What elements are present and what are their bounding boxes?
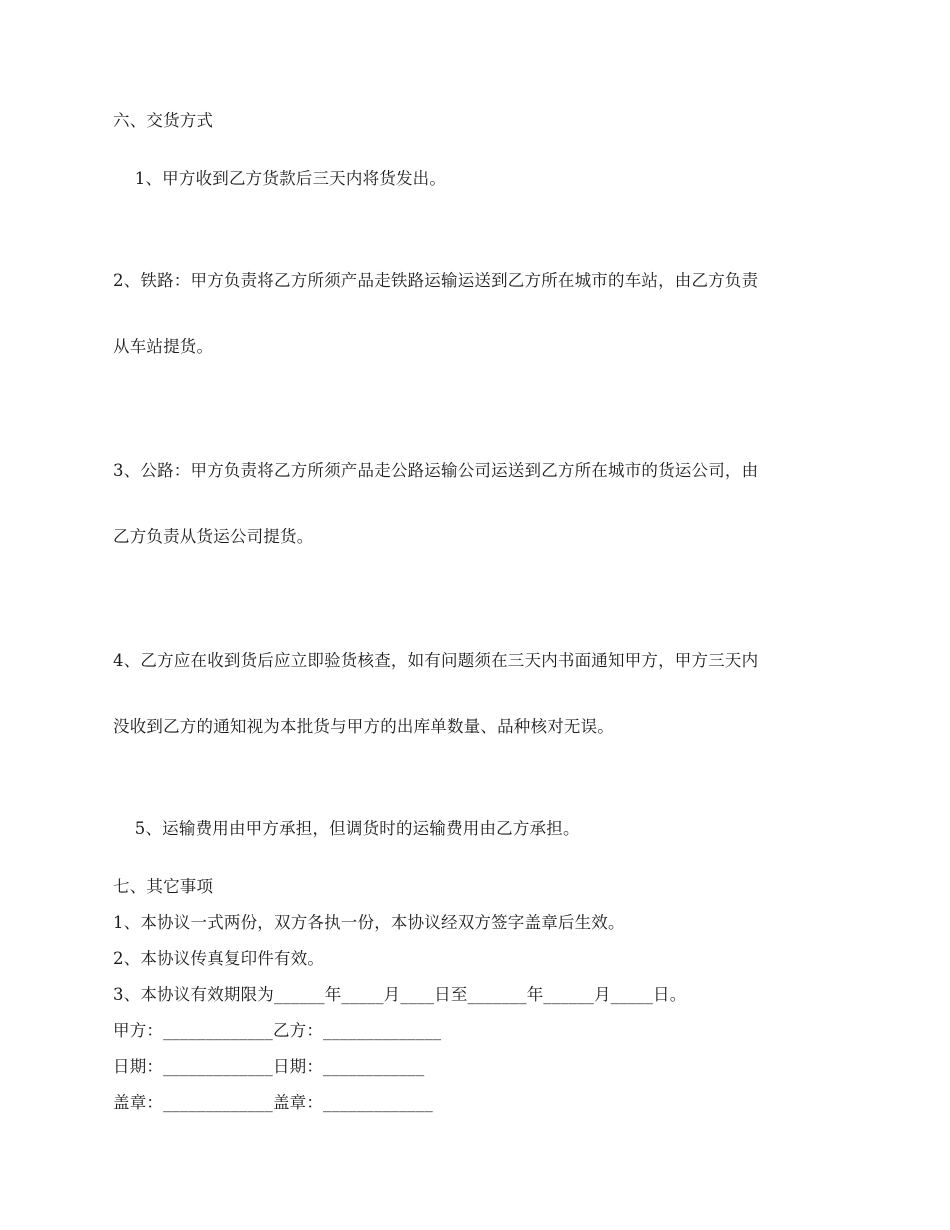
- section-6-item-5-text: 5、运输费用由甲方承担，但调货时的运输费用由乙方承担。: [134, 819, 580, 838]
- section-6-item-4-line-2: 没收到乙方的通知视为本批货与甲方的出库单数量、品种核对无误。: [113, 717, 614, 736]
- section-6-item-1: [113, 146, 833, 212]
- section-6-item-2-line-2: 从车站提货。: [113, 337, 214, 356]
- section-6-heading: 六、交货方式: [113, 111, 214, 130]
- section-7-heading: 七、其它事项: [113, 877, 214, 896]
- document-page: [113, 110, 833, 1128]
- section-7-item-1: 1、本协议一式两份，双方各执一份，本协议经双方签字盖章后生效。: [113, 913, 625, 932]
- section-6-item-3-line-2: 乙方负责从货运公司提货。: [113, 527, 314, 546]
- signature-party-row: 甲方：_____________乙方：______________: [113, 1021, 442, 1040]
- section-7-item-2: 2、本协议传真复印件有效。: [113, 949, 325, 968]
- section-6-item-1-text: 1、甲方收到乙方货款后三天内将货发出。: [134, 169, 447, 188]
- section-7-item-3: 3、本协议有效期限为______年_____月____日至_______年______月_____日。: [113, 985, 687, 1004]
- section-6-item-4: [113, 606, 833, 782]
- section-6-item-3: [113, 416, 833, 592]
- signature-seal-row: 盖章：_____________盖章：_____________: [113, 1093, 433, 1112]
- section-6-item-2-line-1: 2、铁路：甲方负责将乙方所须产品走铁路运输运送到乙方所在城市的车站，由乙方负责: [113, 271, 759, 290]
- section-6-item-5: [113, 796, 833, 862]
- section-6-item-3-line-1: 3、公路：甲方负责将乙方所须产品走公路运输公司运送到乙方所在城市的货运公司，由: [113, 461, 759, 480]
- section-6-item-2: [113, 226, 833, 402]
- section-6-item-4-line-1: 4、乙方应在收到货后应立即验货核查，如有问题须在三天内书面通知甲方，甲方三天内: [113, 651, 759, 670]
- signature-date-row: 日期：_____________日期：____________: [113, 1057, 425, 1076]
